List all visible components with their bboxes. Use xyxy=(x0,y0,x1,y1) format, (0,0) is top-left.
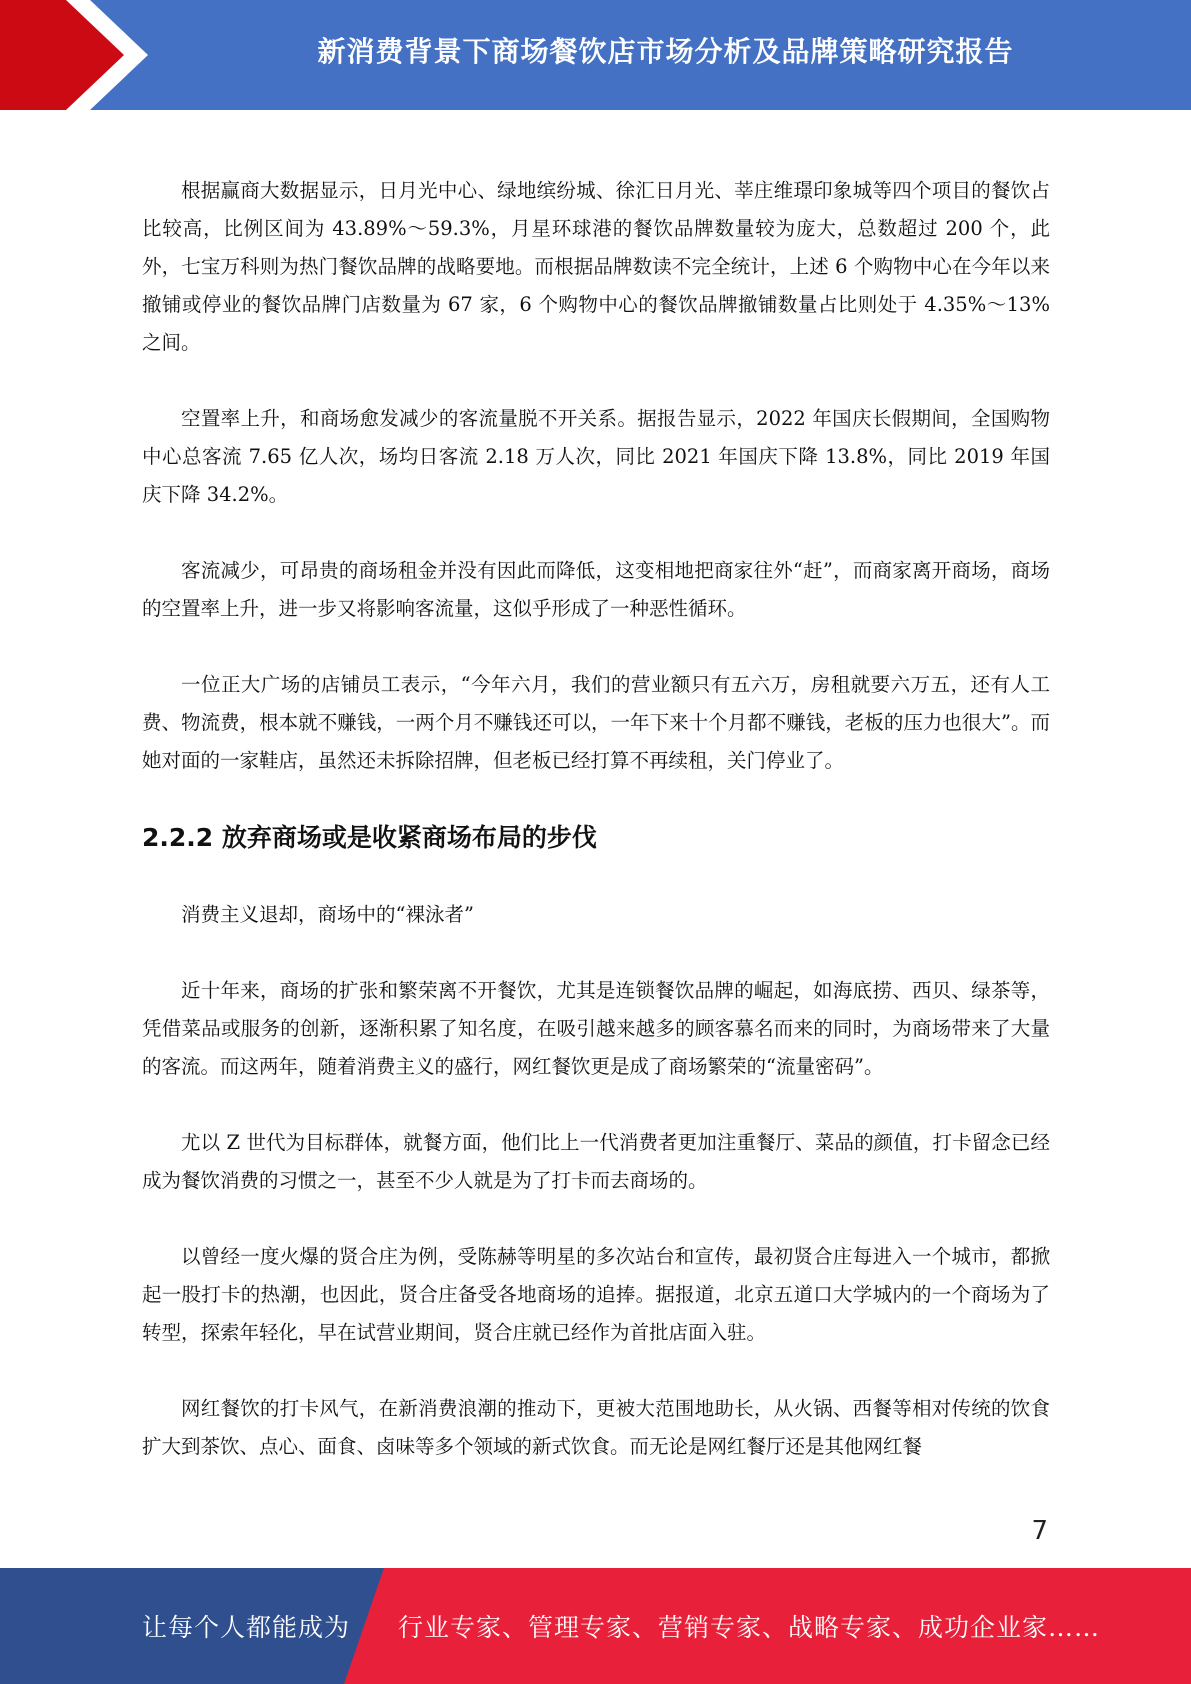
header-banner xyxy=(0,0,1191,110)
paragraph: 空置率上升，和商场愈发减少的客流量脱不开关系。据报告显示，2022 年国庆长假期间，全国购物中心总客流 7.65 亿人次，场均日客流 2.18 万人次，同比 2021 年国庆下降 13.8%，同比 2019 年国庆下降 34.2%。 xyxy=(142,407,1050,506)
page-number: 7 xyxy=(1031,1516,1048,1546)
paragraph: 网红餐饮的打卡风气，在新消费浪潮的推动下，更被大范围地助长，从火锅、西餐等相对传统的饮食扩大到茶饮、点心、面食、卤味等多个领域的新式饮食。而无论是网红餐厅还是其他网红餐 xyxy=(142,1397,1050,1458)
footer-slogan-right: 行业专家、管理专家、营销专家、战略专家、成功企业家…… xyxy=(398,1613,1101,1642)
paragraph: 根据赢商大数据显示，日月光中心、绿地缤纷城、徐汇日月光、莘庄维璟印象城等四个项目的餐饮占比较高，比例区间为 43.89%～59.3%，月星环球港的餐饮品牌数量较为庞大，总数超过 200 个，此外，七宝万科则为热门餐饮品牌的战略要地。而根据品牌数读不完全统计，上述 6 个购物中心在今年以来撤铺或停业的餐饮品牌门店数量为 67 家，6 个购物中心的餐饮品牌撤铺数量占比则处于 4.35%～13%之间。 xyxy=(142,179,1050,354)
footer-banner xyxy=(0,1568,1191,1684)
paragraph: 近十年来，商场的扩张和繁荣离不开餐饮，尤其是连锁餐饮品牌的崛起，如海底捞、西贝、绿茶等，凭借菜品或服务的创新，逐渐积累了知名度，在吸引越来越多的顾客慕名而来的同时，为商场带来了大量的客流。而这两年，随着消费主义的盛行，网红餐饮更是成了商场繁荣的“流量密码”。 xyxy=(142,979,1050,1078)
document-body xyxy=(142,172,1050,1504)
paragraph: 以曾经一度火爆的贤合庄为例，受陈赫等明星的多次站台和宣传，最初贤合庄每进入一个城市，都掀起一股打卡的热潮，也因此，贤合庄备受各地商场的追捧。据报道，北京五道口大学城内的一个商场为了转型，探索年轻化，早在试营业期间，贤合庄就已经作为首批店面入驻。 xyxy=(142,1245,1050,1344)
section-heading: 2.2.2 放弃商场或是收紧商场布局的步伐 xyxy=(142,823,597,852)
paragraph: 尤以 Z 世代为目标群体，就餐方面，他们比上一代消费者更加注重餐厅、菜品的颜值，打卡留念已经成为餐饮消费的习惯之一，甚至不少人就是为了打卡而去商场的。 xyxy=(142,1131,1050,1192)
paragraph: 一位正大广场的店铺员工表示，“今年六月，我们的营业额只有五六万，房租就要六万五，还有人工费、物流费，根本就不赚钱，一两个月不赚钱还可以，一年下来十个月都不赚钱，老板的压力也很大”。而她对面的一家鞋店，虽然还未拆除招牌，但老板已经打算不再续租，关门停业了。 xyxy=(142,673,1050,772)
report-title: 新消费背景下商场餐饮店市场分析及品牌策略研究报告 xyxy=(317,35,1014,68)
footer-slogan-left: 让每个人都能成为 xyxy=(142,1613,351,1642)
paragraph: 消费主义退却，商场中的“裸泳者” xyxy=(181,903,474,926)
paragraph: 客流减少，可昂贵的商场租金并没有因此而降低，这变相地把商家往外“赶”，而商家离开商场，商场的空置率上升，进一步又将影响客流量，这似乎形成了一种恶性循环。 xyxy=(142,559,1050,620)
